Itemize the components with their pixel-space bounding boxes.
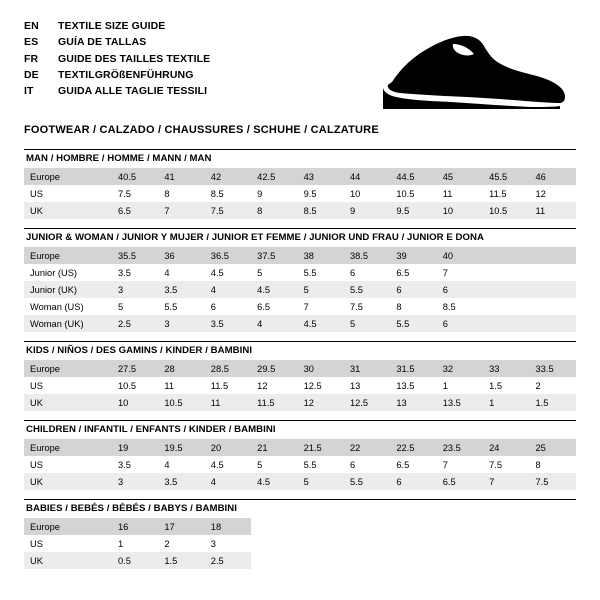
cell bbox=[390, 518, 436, 535]
cell bbox=[530, 535, 576, 552]
cell: 7 bbox=[437, 456, 483, 473]
cell: 8 bbox=[251, 202, 297, 219]
cell: 4 bbox=[251, 315, 297, 332]
cell: 2 bbox=[530, 377, 576, 394]
cell: 17 bbox=[158, 518, 204, 535]
cell: 6.5 bbox=[390, 264, 436, 281]
row-label: UK bbox=[24, 394, 112, 411]
cell bbox=[483, 264, 529, 281]
cell: 37.5 bbox=[251, 247, 297, 264]
cell: 12 bbox=[530, 185, 576, 202]
cell bbox=[437, 535, 483, 552]
cell: 6.5 bbox=[112, 202, 158, 219]
cell: 42 bbox=[205, 168, 251, 185]
row-label: Europe bbox=[24, 168, 112, 185]
row-label: US bbox=[24, 535, 112, 552]
cell bbox=[437, 518, 483, 535]
cell: 12.5 bbox=[344, 394, 390, 411]
cell: 8.5 bbox=[205, 185, 251, 202]
cell bbox=[298, 552, 344, 569]
cell: 9.5 bbox=[390, 202, 436, 219]
cell: 27.5 bbox=[112, 360, 158, 377]
cell: 4.5 bbox=[298, 315, 344, 332]
cell: 5 bbox=[344, 315, 390, 332]
cell: 33.5 bbox=[530, 360, 576, 377]
cell: 16 bbox=[112, 518, 158, 535]
cell: 4.5 bbox=[251, 473, 297, 490]
row-label: UK bbox=[24, 202, 112, 219]
cell: 46 bbox=[530, 168, 576, 185]
table-row bbox=[24, 281, 576, 298]
section-man bbox=[24, 149, 576, 219]
section-title: BABIES / BEBÉS / BÉBÉS / BABYS / BAMBINI bbox=[24, 499, 576, 518]
cell: 3 bbox=[205, 535, 251, 552]
section-kids bbox=[24, 341, 576, 411]
cell: 18 bbox=[205, 518, 251, 535]
language-title: GUIDA ALLE TAGLIE TESSILI bbox=[58, 85, 208, 98]
cell: 4 bbox=[205, 473, 251, 490]
cell: 5.5 bbox=[298, 456, 344, 473]
cell bbox=[483, 552, 529, 569]
cell: 36 bbox=[158, 247, 204, 264]
cell: 1 bbox=[483, 394, 529, 411]
section-junior-woman bbox=[24, 228, 576, 332]
cell: 5.5 bbox=[298, 264, 344, 281]
cell: 5 bbox=[298, 281, 344, 298]
cell bbox=[483, 315, 529, 332]
cell: 2.5 bbox=[205, 552, 251, 569]
row-label: US bbox=[24, 456, 112, 473]
cell: 3.5 bbox=[112, 456, 158, 473]
section-title: CHILDREN / INFANTIL / ENFANTS / KINDER / BAMBINI bbox=[24, 420, 576, 439]
table-row bbox=[24, 264, 576, 281]
cell: 33 bbox=[483, 360, 529, 377]
cell: 3 bbox=[112, 281, 158, 298]
cell: 6 bbox=[437, 281, 483, 298]
footwear-category-line: FOOTWEAR / CALZADO / CHAUSSURES / SCHUHE / CALZATURE bbox=[24, 124, 379, 136]
table-row bbox=[24, 394, 576, 411]
cell: 7.5 bbox=[530, 473, 576, 490]
cell: 8.5 bbox=[437, 298, 483, 315]
language-code: IT bbox=[24, 85, 34, 98]
cell: 40 bbox=[437, 247, 483, 264]
table-row bbox=[24, 185, 576, 202]
section-children bbox=[24, 420, 576, 490]
cell: 5 bbox=[112, 298, 158, 315]
cell: 12.5 bbox=[298, 377, 344, 394]
dress-shoe-icon bbox=[353, 30, 568, 110]
cell: 9 bbox=[344, 202, 390, 219]
cell: 22 bbox=[344, 439, 390, 456]
cell bbox=[530, 315, 576, 332]
cell: 21.5 bbox=[298, 439, 344, 456]
table-row bbox=[24, 473, 576, 490]
cell: 5.5 bbox=[158, 298, 204, 315]
row-label: Junior (UK) bbox=[24, 281, 112, 298]
language-title: GUIDE DES TAILLES TEXTILE bbox=[58, 52, 211, 65]
language-code: EN bbox=[24, 20, 39, 32]
size-table-children bbox=[24, 439, 576, 490]
cell: 7.5 bbox=[483, 456, 529, 473]
cell: 6.5 bbox=[251, 298, 297, 315]
cell: 7 bbox=[298, 298, 344, 315]
language-row bbox=[24, 51, 210, 67]
cell: 13.5 bbox=[390, 377, 436, 394]
cell: 7.5 bbox=[112, 185, 158, 202]
cell: 13 bbox=[344, 377, 390, 394]
language-title: TEXTILE SIZE GUIDE bbox=[58, 20, 166, 32]
table-row bbox=[24, 315, 576, 332]
language-title: GUÍA DE TALLAS bbox=[58, 36, 147, 49]
cell: 6 bbox=[344, 264, 390, 281]
cell bbox=[251, 535, 297, 552]
cell: 4 bbox=[205, 281, 251, 298]
language-row bbox=[24, 18, 210, 34]
cell: 38.5 bbox=[344, 247, 390, 264]
cell bbox=[530, 281, 576, 298]
cell: 12 bbox=[251, 377, 297, 394]
cell: 8 bbox=[530, 456, 576, 473]
cell: 4.5 bbox=[205, 264, 251, 281]
table-row bbox=[24, 377, 576, 394]
cell: 13 bbox=[390, 394, 436, 411]
cell bbox=[530, 264, 576, 281]
cell: 44 bbox=[344, 168, 390, 185]
cell: 6 bbox=[205, 298, 251, 315]
cell: 11.5 bbox=[205, 377, 251, 394]
cell: 10.5 bbox=[390, 185, 436, 202]
cell bbox=[344, 518, 390, 535]
cell bbox=[483, 247, 529, 264]
table-row bbox=[24, 202, 576, 219]
cell: 11.5 bbox=[251, 394, 297, 411]
cell: 10 bbox=[437, 202, 483, 219]
row-label: Woman (US) bbox=[24, 298, 112, 315]
language-titles bbox=[24, 18, 210, 99]
cell: 35.5 bbox=[112, 247, 158, 264]
language-title: TEXTILGRÖßENFÜHRUNG bbox=[58, 68, 194, 81]
cell: 20 bbox=[205, 439, 251, 456]
cell: 10.5 bbox=[483, 202, 529, 219]
cell: 3 bbox=[158, 315, 204, 332]
language-row bbox=[24, 67, 210, 83]
cell: 3.5 bbox=[205, 315, 251, 332]
cell: 7.5 bbox=[205, 202, 251, 219]
cell: 1.5 bbox=[158, 552, 204, 569]
cell: 30 bbox=[298, 360, 344, 377]
table-row bbox=[24, 456, 576, 473]
cell: 1 bbox=[437, 377, 483, 394]
cell: 31.5 bbox=[390, 360, 436, 377]
cell bbox=[483, 518, 529, 535]
section-title: JUNIOR & WOMAN / JUNIOR Y MUJER / JUNIOR ET FEMME / JUNIOR UND FRAU / JUNIOR E DONA bbox=[24, 228, 576, 247]
cell bbox=[530, 247, 576, 264]
language-row bbox=[24, 34, 210, 50]
cell: 39 bbox=[390, 247, 436, 264]
cell: 45.5 bbox=[483, 168, 529, 185]
cell: 11 bbox=[158, 377, 204, 394]
cell: 6 bbox=[390, 473, 436, 490]
cell: 8 bbox=[390, 298, 436, 315]
cell bbox=[298, 535, 344, 552]
cell: 19.5 bbox=[158, 439, 204, 456]
cell: 10.5 bbox=[112, 377, 158, 394]
row-label: Europe bbox=[24, 247, 112, 264]
cell: 6 bbox=[437, 315, 483, 332]
cell: 3.5 bbox=[112, 264, 158, 281]
cell bbox=[251, 518, 297, 535]
cell: 8 bbox=[158, 185, 204, 202]
row-label: US bbox=[24, 377, 112, 394]
row-label: UK bbox=[24, 552, 112, 569]
cell: 3.5 bbox=[158, 473, 204, 490]
cell: 6 bbox=[390, 281, 436, 298]
cell bbox=[390, 535, 436, 552]
cell: 1.5 bbox=[483, 377, 529, 394]
language-row bbox=[24, 83, 210, 99]
cell bbox=[251, 552, 297, 569]
row-label: Woman (UK) bbox=[24, 315, 112, 332]
language-code: ES bbox=[24, 36, 39, 49]
cell: 36.5 bbox=[205, 247, 251, 264]
cell bbox=[437, 552, 483, 569]
table-row bbox=[24, 168, 576, 185]
cell: 45 bbox=[437, 168, 483, 185]
cell: 6.5 bbox=[437, 473, 483, 490]
cell: 5 bbox=[298, 473, 344, 490]
cell: 10.5 bbox=[158, 394, 204, 411]
cell: 32 bbox=[437, 360, 483, 377]
cell bbox=[483, 298, 529, 315]
table-row bbox=[24, 298, 576, 315]
language-code: DE bbox=[24, 68, 39, 81]
header bbox=[24, 18, 576, 110]
cell: 5 bbox=[251, 456, 297, 473]
cell: 40.5 bbox=[112, 168, 158, 185]
cell: 7.5 bbox=[344, 298, 390, 315]
row-label: Europe bbox=[24, 360, 112, 377]
cell bbox=[298, 518, 344, 535]
cell: 2.5 bbox=[112, 315, 158, 332]
table-row bbox=[24, 535, 576, 552]
cell: 3.5 bbox=[158, 281, 204, 298]
language-code: FR bbox=[24, 52, 39, 65]
cell: 41 bbox=[158, 168, 204, 185]
table-row bbox=[24, 247, 576, 264]
cell: 4.5 bbox=[205, 456, 251, 473]
cell: 10 bbox=[112, 394, 158, 411]
cell: 12 bbox=[298, 394, 344, 411]
cell: 25 bbox=[530, 439, 576, 456]
cell: 28 bbox=[158, 360, 204, 377]
cell: 7 bbox=[437, 264, 483, 281]
cell: 9.5 bbox=[298, 185, 344, 202]
table-row bbox=[24, 360, 576, 377]
cell bbox=[344, 552, 390, 569]
cell: 11 bbox=[437, 185, 483, 202]
cell: 11 bbox=[205, 394, 251, 411]
cell: 21 bbox=[251, 439, 297, 456]
section-title: KIDS / NIÑOS / DES GAMINS / KINDER / BAMBINI bbox=[24, 341, 576, 360]
size-table-man bbox=[24, 168, 576, 219]
section-babies bbox=[24, 499, 576, 569]
cell: 1.5 bbox=[530, 394, 576, 411]
cell: 3 bbox=[112, 473, 158, 490]
cell bbox=[483, 281, 529, 298]
cell bbox=[483, 535, 529, 552]
cell: 7 bbox=[158, 202, 204, 219]
cell bbox=[390, 552, 436, 569]
cell bbox=[344, 535, 390, 552]
cell: 24 bbox=[483, 439, 529, 456]
cell: 23.5 bbox=[437, 439, 483, 456]
cell: 5 bbox=[251, 264, 297, 281]
cell: 9 bbox=[251, 185, 297, 202]
cell: 4 bbox=[158, 456, 204, 473]
cell: 10 bbox=[344, 185, 390, 202]
section-title: MAN / HOMBRE / HOMME / MANN / MAN bbox=[26, 153, 212, 164]
size-table-kids bbox=[24, 360, 576, 411]
cell: 7 bbox=[483, 473, 529, 490]
row-label: UK bbox=[24, 473, 112, 490]
size-table-junior-woman bbox=[24, 247, 576, 332]
cell: 38 bbox=[298, 247, 344, 264]
cell bbox=[530, 552, 576, 569]
cell: 29.5 bbox=[251, 360, 297, 377]
row-label: Junior (US) bbox=[24, 264, 112, 281]
cell: 22.5 bbox=[390, 439, 436, 456]
table-row bbox=[24, 518, 576, 535]
cell: 11 bbox=[530, 202, 576, 219]
cell: 0.5 bbox=[112, 552, 158, 569]
cell: 44.5 bbox=[390, 168, 436, 185]
cell: 13.5 bbox=[437, 394, 483, 411]
cell bbox=[530, 298, 576, 315]
cell: 4.5 bbox=[251, 281, 297, 298]
cell: 6.5 bbox=[390, 456, 436, 473]
size-table-babies bbox=[24, 518, 576, 569]
row-label: Europe bbox=[24, 439, 112, 456]
table-row bbox=[24, 552, 576, 569]
cell: 6 bbox=[344, 456, 390, 473]
cell: 19 bbox=[112, 439, 158, 456]
row-label: Europe bbox=[24, 518, 112, 535]
cell: 5.5 bbox=[344, 473, 390, 490]
cell: 5.5 bbox=[390, 315, 436, 332]
cell: 1 bbox=[112, 535, 158, 552]
table-row bbox=[24, 439, 576, 456]
row-label: US bbox=[24, 185, 112, 202]
cell: 28.5 bbox=[205, 360, 251, 377]
cell bbox=[530, 518, 576, 535]
cell: 31 bbox=[344, 360, 390, 377]
cell: 2 bbox=[158, 535, 204, 552]
cell: 11.5 bbox=[483, 185, 529, 202]
cell: 8.5 bbox=[298, 202, 344, 219]
cell: 43 bbox=[298, 168, 344, 185]
cell: 42.5 bbox=[251, 168, 297, 185]
cell: 4 bbox=[158, 264, 204, 281]
cell: 5.5 bbox=[344, 281, 390, 298]
